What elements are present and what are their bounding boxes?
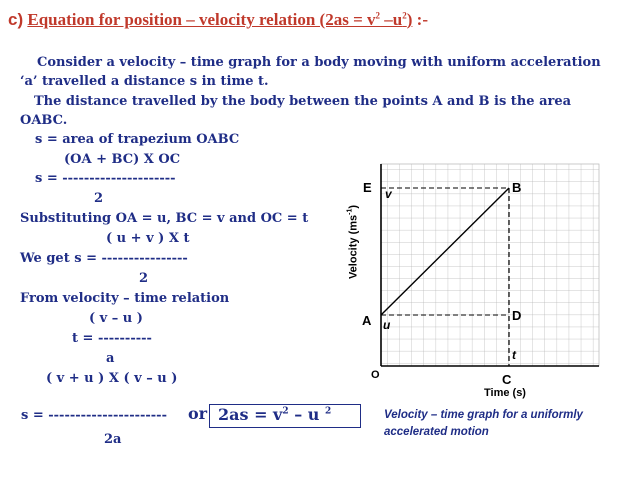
final-formula: $2as = v^2 - u$ $^2$ [218, 405, 332, 424]
text-line-2: ‘a’ travelled a distance s in time t. [20, 74, 269, 89]
label-t: t [512, 348, 516, 362]
text-line-14: ( v – u ) [89, 311, 143, 326]
text-line-5: s = area of trapezium OABC [35, 132, 240, 147]
text-line-18: s = ---------------------- [21, 408, 167, 423]
text-line-15: t = ---------- [72, 331, 152, 346]
text-line-10: ( u + v ) X t [106, 231, 190, 246]
or-label: or [188, 404, 208, 423]
y-axis-label: Velocity $(ms^{-1})$ [346, 204, 360, 280]
text-line-13: From velocity – time relation [20, 291, 230, 306]
heading-title: Equation for position – velocity relation ($2as = v^2$ $-u^2$) [27, 10, 413, 29]
text-line-3: The distance travelled by the body between the points A and B is the area [34, 94, 572, 109]
label-v: v [385, 187, 392, 201]
text-line-12: 2 [139, 271, 149, 286]
text-line-19: 2a [104, 432, 122, 447]
point-a: A [362, 313, 372, 328]
heading-label: c) [8, 10, 24, 29]
label-u: u [383, 318, 391, 332]
caption-line-1: Velocity – time graph for a uniformly [384, 409, 583, 421]
text-line-17: ( v + u ) X ( v – u ) [46, 371, 178, 386]
point-d: D [512, 308, 522, 323]
text-line-8: 2 [94, 191, 104, 206]
text-line-6: (OA + BC) X OC [64, 152, 181, 167]
heading-tail: :- [412, 10, 428, 29]
point-e: E [363, 180, 372, 195]
point-c: C [502, 372, 512, 387]
text-line-7: s = --------------------- [35, 171, 176, 186]
grid-area [381, 164, 599, 366]
x-axis-label: Time (s) [484, 387, 526, 399]
point-o: O [371, 369, 380, 381]
text-line-1: Consider a velocity – time graph for a body moving with uniform acceleration [37, 55, 601, 70]
point-b: B [512, 180, 522, 195]
text-line-4: OABC. [20, 113, 68, 128]
text-line-11: We get s = ---------------- [20, 251, 188, 266]
text-line-9: Substituting OA = u, BC = v and OC = t [20, 211, 309, 226]
text-line-16: a [106, 351, 115, 366]
caption-line-2: accelerated motion [384, 426, 489, 438]
